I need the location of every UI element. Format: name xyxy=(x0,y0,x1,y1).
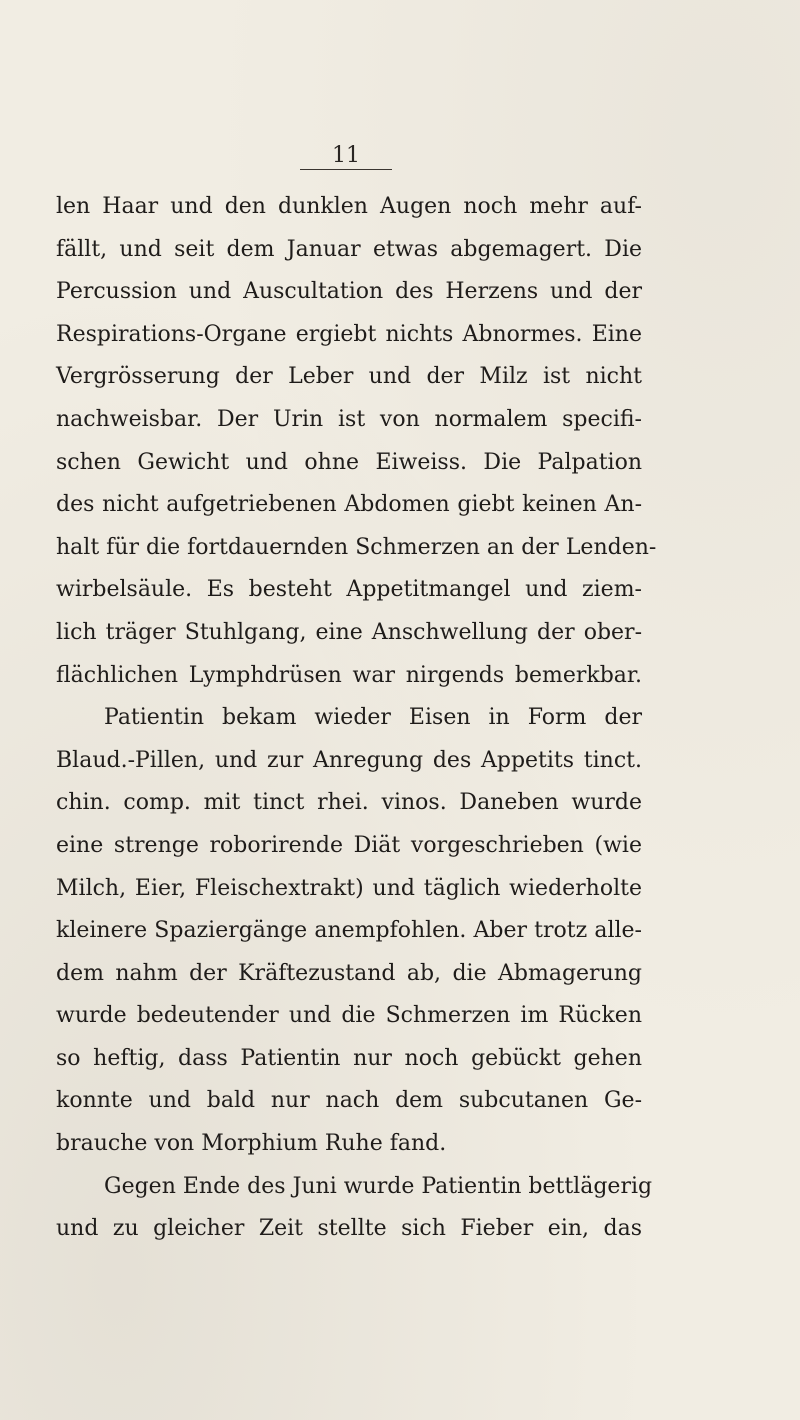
header-rule xyxy=(300,169,392,170)
text-line: und zu gleicher Zeit stellte sich Fieber ein, das xyxy=(56,1216,642,1242)
text-line: Respirations-Organe ergiebt nichts Abnormes. Eine xyxy=(56,321,642,347)
text-line: dem nahm der Kräftezustand ab, die Abmagerung xyxy=(56,960,642,986)
text-line: schen Gewicht und ohne Eiweiss. Die Palpation xyxy=(56,449,642,475)
text-line: wurde bedeutender und die Schmerzen im Rücken xyxy=(56,1003,642,1029)
text-line: Patientin bekam wieder Eisen in Form der xyxy=(104,705,642,731)
text-line: kleinere Spaziergänge anempfohlen. Aber trotz alle- xyxy=(56,918,642,944)
text-line: halt für die fortdauernden Schmerzen an der Lenden- xyxy=(56,534,657,560)
text-line: so heftig, dass Patientin nur noch gebückt gehen xyxy=(56,1045,642,1071)
text-line: Vergrösserung der Leber und der Milz ist nicht xyxy=(56,364,642,390)
text-line: Blaud.-Pillen, und zur Anregung des Appetits tinct. xyxy=(56,747,642,773)
text-line: wirbelsäule. Es besteht Appetitmangel und ziem- xyxy=(56,577,642,603)
text-line: brauche von Morphium Ruhe fand. xyxy=(56,1131,447,1157)
text-line: Gegen Ende des Juni wurde Patientin bettlägerig xyxy=(104,1173,653,1199)
text-line: des nicht aufgetriebenen Abdomen giebt keinen An- xyxy=(56,492,642,518)
page-number: 11 xyxy=(332,143,360,168)
text-line: len Haar und den dunklen Augen noch mehr auf- xyxy=(56,194,642,219)
text-line: flächlichen Lymphdrüsen war nirgends bemerkbar. xyxy=(56,662,642,688)
body-text xyxy=(56,186,657,1251)
text-line: lich träger Stuhlgang, eine Anschwellung der ober- xyxy=(56,619,642,645)
text-line: Percussion und Auscultation des Herzens und der xyxy=(56,279,642,305)
text-line: fällt, und seit dem Januar etwas abgemagert. Die xyxy=(56,236,642,262)
text-line: Milch, Eier, Fleischextrakt) und täglich wiederholte xyxy=(56,875,642,901)
text-line: nachweisbar. Der Urin ist von normalem specifi- xyxy=(56,406,642,432)
text-line: chin. comp. mit tinct rhei. vinos. Daneben wurde xyxy=(56,790,642,816)
text-line: eine strenge roborirende Diät vorgeschrieben (wie xyxy=(56,832,642,858)
text-line: konnte und bald nur nach dem subcutanen Ge- xyxy=(56,1088,642,1114)
